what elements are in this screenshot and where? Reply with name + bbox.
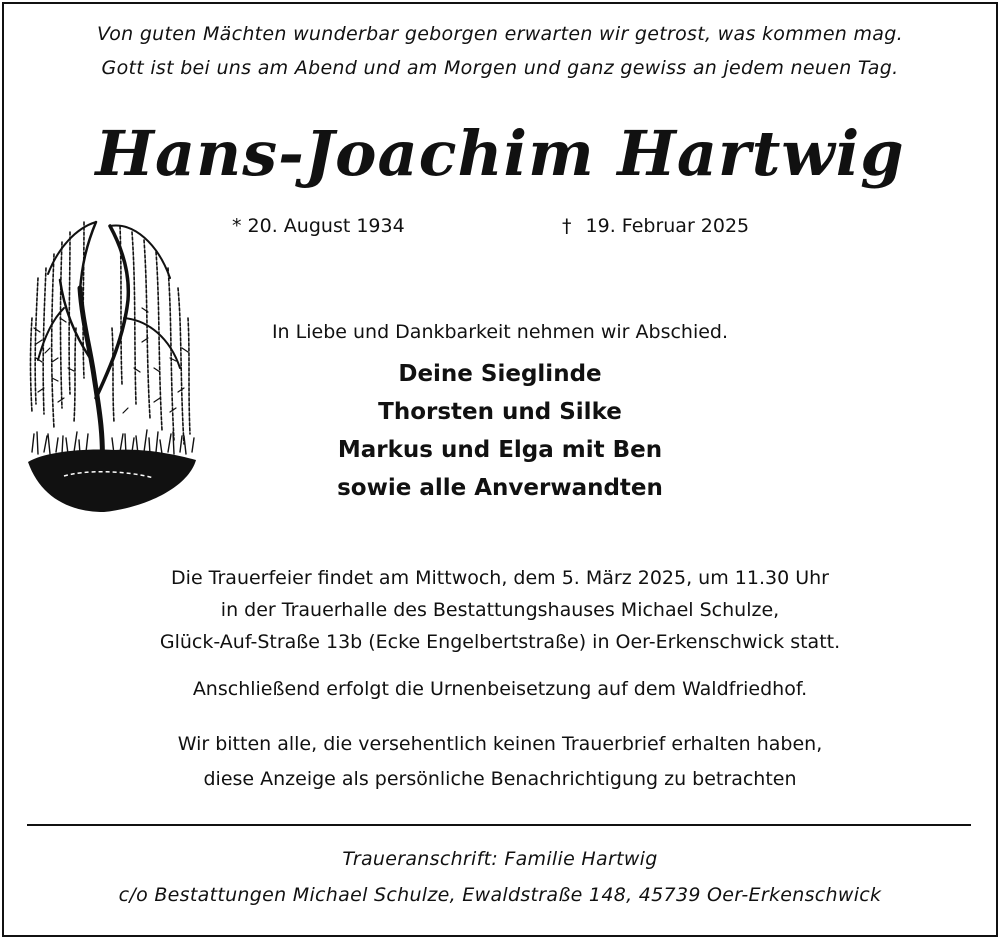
address-line-1: Traueranschrift: Familie Hartwig (342, 848, 658, 870)
death-date-value: 19. Februar 2025 (585, 215, 750, 237)
notice-line-2: diese Anzeige als persönliche Benachrichtigung zu betrachten (203, 768, 797, 790)
mourner-name: Thorsten und Silke (378, 399, 622, 425)
mourner-name: Markus und Elga mit Ben (337, 437, 663, 463)
mourner-name: Deine Sieglinde (398, 361, 602, 387)
cross-icon: † (562, 215, 572, 237)
motto-line-2: Gott ist bei uns am Abend und am Morgen und ganz gewiss an jedem neuen Tag. (101, 57, 899, 79)
burial-text: Anschließend erfolgt die Urnenbeisetzung auf dem Waldfriedhof. (192, 678, 808, 700)
deceased-name: Hans-Joachim Hartwig (95, 117, 905, 190)
service-line-1: Die Trauerfeier findet am Mittwoch, dem 5. März 2025, um 11.30 Uhr (171, 567, 829, 589)
death-date (562, 213, 749, 239)
farewell-text: In Liebe und Dankbarkeit nehmen wir Abschied. (271, 321, 729, 343)
mourner-name: sowie alle Anverwandten (337, 475, 663, 501)
motto-line-1: Von guten Mächten wunderbar geborgen erwarten wir getrost, was kommen mag. (97, 23, 903, 45)
birth-date: * 20. August 1934 (232, 215, 405, 237)
address-line-2: c/o Bestattungen Michael Schulze, Ewaldstraße 148, 45739 Oer-Erkenschwick (118, 884, 882, 906)
service-line-2: in der Trauerhalle des Bestattungshauses Michael Schulze, (220, 599, 780, 621)
notice-line-1: Wir bitten alle, die versehentlich keinen Trauerbrief erhalten haben, (177, 733, 823, 755)
divider-line (27, 824, 971, 826)
service-line-3: Glück-Auf-Straße 13b (Ecke Engelbertstraße) in Oer-Erkenschwick statt. (159, 631, 841, 653)
